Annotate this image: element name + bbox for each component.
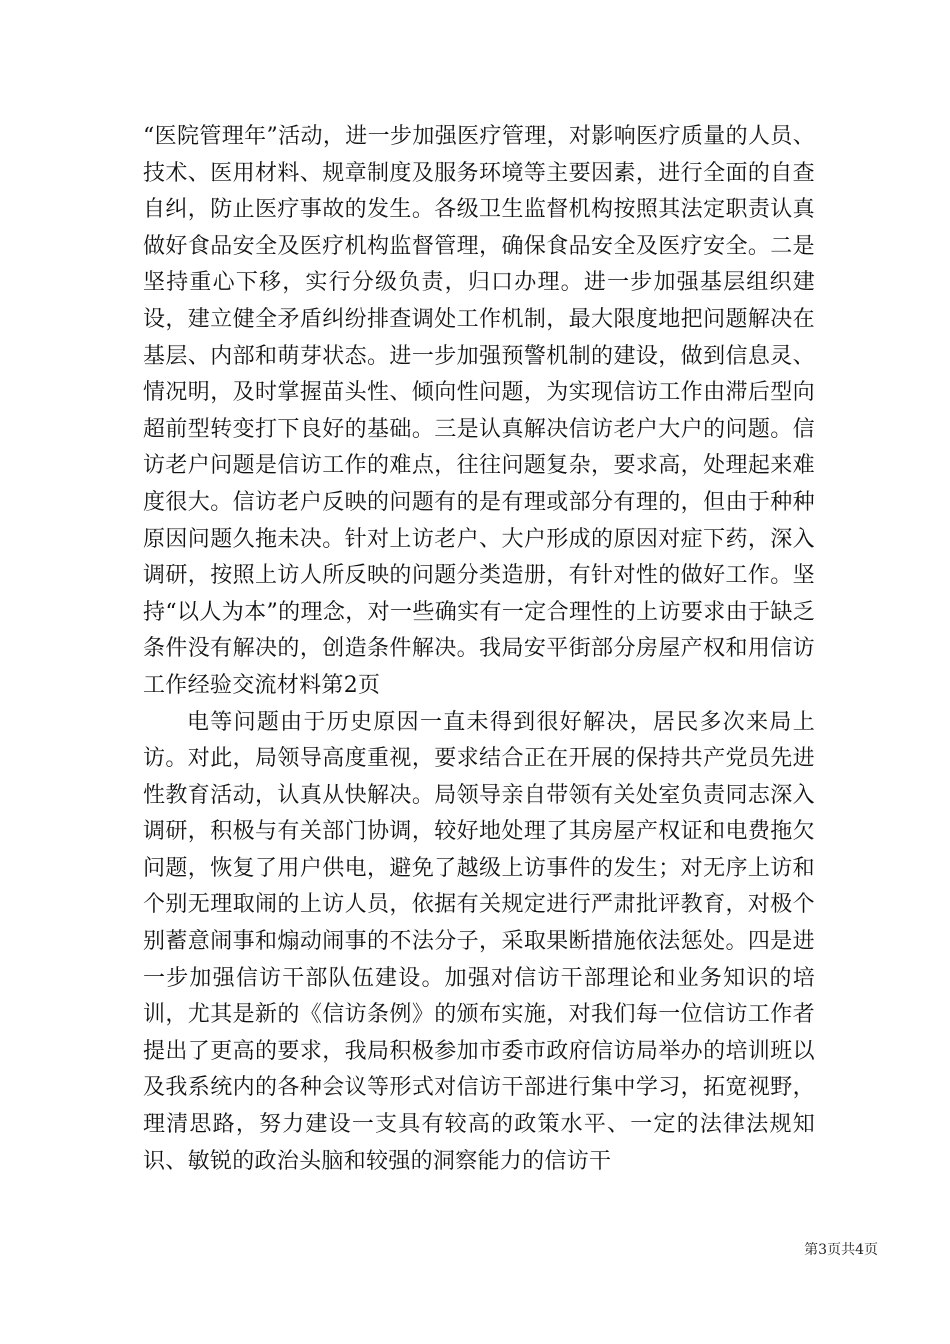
paragraph-1: “医院管理年”活动，进一步加强医疗管理，对影响医疗质量的人员、技术、医用材料、规章制度及服务环境等主要因素，进行全面的自查自纠，防止医疗事故的发生。各级卫生监督机构按照其法定职责认真做好食品安全及医疗机构监督管理，确保食品安全及医疗安全。二是坚持重心下移，实行分级负责，归口办理。进一步加强基层组织建设，建立健全矛盾纠纷排查调处工作机制，最大限度地把问题解决在基层、内部和萌芽状态。进一步加强预警机制的建设，做到信息灵、情况明，及时掌握苗头性、倾向性问题，为实现信访工作由滞后型向超前型转变打下良好的基础。三是认真解决信访老户大户的问题。信访老户问题是信访工作的难点，往往问题复杂，要求高，处理起来难度很大。信访老户反映的问题有的是有理或部分有理的，但由于种种原因问题久拖未决。针对上访老户、大户形成的原因对症下药，深入调研，按照上访人所反映的问题分类造册，有针对性的做好工作。坚持“以人为本”的理念，对一些确实有一定合理性的上访要求由于缺乏条件没有解决的，创造条件解决。我局安平街部分房屋产权和用信访工作经验交流材料第2页 — [143, 124, 815, 698]
paragraph-2: 电等问题由于历史原因一直未得到很好解决，居民多次来局上访。对此，局领导高度重视，要求结合正在开展的保持共产党员先进性教育活动，认真从快解决。局领导亲自带领有关处室负责同志深入调研，积极与有关部门协调，较好地处理了其房屋产权证和电费拖欠问题，恢复了用户供电，避免了越级上访事件的发生；对无序上访和个别无理取闹的上访人员，依据有关规定进行严肃批评教育，对极个别蓄意闹事和煽动闹事的不法分子，采取果断措施依法惩处。四是进一步加强信访干部队伍建设。加强对信访干部理论和业务知识的培训，尤其是新的《信访条例》的颁布实施，对我们每一位信访工作者提出了更高的要求，我局积极参加市委市政府信访局举办的培训班以及我系统内的各种会议等形式对信访干部进行集中学习，拓宽视野，理清思路，努力建设一支具有较高的政策水平、一定的法律法规知识、敏锐的政治头脑和较强的洞察能力的信访干 — [143, 709, 815, 1174]
body-text — [143, 119, 815, 1180]
page-footer: 第3页共4页 — [804, 1242, 878, 1258]
